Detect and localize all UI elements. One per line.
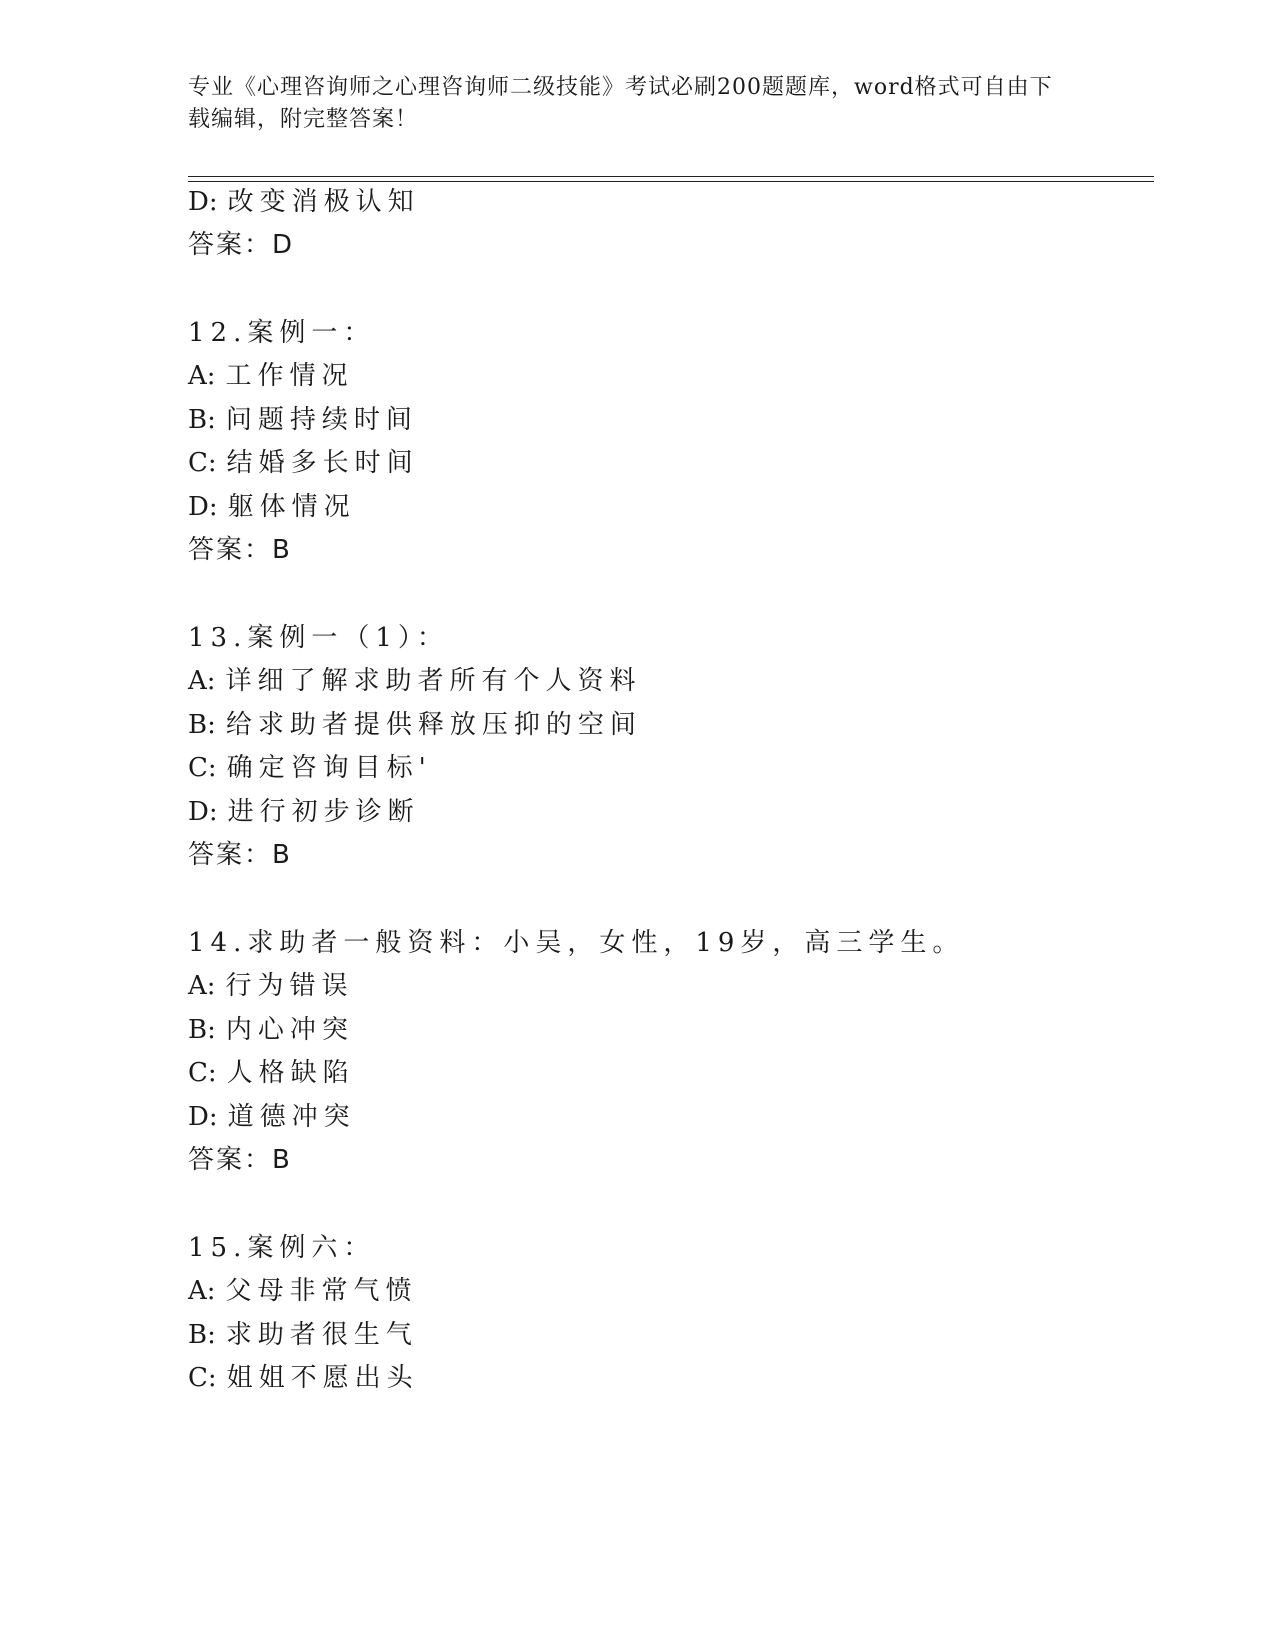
option-text: 求助者很生气 xyxy=(225,1320,418,1350)
option-line xyxy=(188,1101,356,1133)
option-label: A: xyxy=(188,971,216,1001)
option-label: A: xyxy=(188,666,216,696)
option-line xyxy=(188,1057,355,1089)
option-label: D: xyxy=(188,492,218,522)
option-line xyxy=(188,1275,418,1307)
answer-label: 答案： xyxy=(188,840,273,870)
document-header: 专业《心理咨询师之心理咨询师二级技能》考试必刷200题题库，word格式可自由下载编辑，附完整答案！ xyxy=(188,75,1053,132)
option-text: 工作情况 xyxy=(225,361,354,391)
option-text: 行为错误 xyxy=(225,971,354,1001)
option-text: 确定咨询目标' xyxy=(226,753,432,783)
option-line xyxy=(188,186,420,218)
option-label: B: xyxy=(188,1015,216,1045)
option-line xyxy=(188,1319,418,1351)
option-label: C: xyxy=(188,1058,217,1088)
option-text: 结婚多长时间 xyxy=(226,448,419,478)
answer-value: B xyxy=(272,535,290,565)
option-label: C: xyxy=(188,753,217,783)
option-line xyxy=(188,709,642,741)
option-label: D: xyxy=(188,187,218,217)
option-text: 进行初步诊断 xyxy=(227,797,420,827)
answer-line xyxy=(188,534,290,566)
option-label: A: xyxy=(188,361,216,391)
answer-value: B xyxy=(272,840,290,870)
option-text: 给求助者提供释放压抑的空间 xyxy=(225,710,642,740)
option-text: 躯体情况 xyxy=(227,492,356,522)
option-text: 详细了解求助者所有个人资料 xyxy=(225,666,642,696)
answer-line xyxy=(188,839,290,871)
option-text: 内心冲突 xyxy=(225,1015,354,1045)
question-stem: 12.案例一： xyxy=(188,318,376,348)
option-label: D: xyxy=(188,1102,218,1132)
option-line xyxy=(188,1362,419,1394)
question-stem: 13.案例一（1）： xyxy=(188,623,449,653)
option-label: B: xyxy=(188,1320,216,1350)
option-line xyxy=(188,665,642,697)
option-line xyxy=(188,491,356,523)
option-label: A: xyxy=(188,1276,216,1306)
answer-label: 答案： xyxy=(188,230,273,260)
option-label: C: xyxy=(188,448,217,478)
answer-label: 答案： xyxy=(188,1145,273,1175)
header-divider-bottom xyxy=(188,181,1154,182)
option-line xyxy=(188,447,419,479)
option-line xyxy=(188,796,420,828)
option-line xyxy=(188,1014,354,1046)
option-text: 父母非常气愤 xyxy=(225,1276,418,1306)
option-text: 人格缺陷 xyxy=(226,1058,355,1088)
option-text: 姐姐不愿出头 xyxy=(226,1363,419,1393)
answer-line xyxy=(188,1144,290,1176)
option-text: 问题持续时间 xyxy=(225,405,418,435)
option-text: 改变消极认知 xyxy=(227,187,420,217)
option-line xyxy=(188,970,354,1002)
option-line xyxy=(188,404,418,436)
answer-label: 答案： xyxy=(188,535,273,565)
answer-line xyxy=(188,229,292,261)
option-label: C: xyxy=(188,1363,217,1393)
header-divider-top xyxy=(188,176,1154,177)
option-line xyxy=(188,360,354,392)
option-line xyxy=(188,752,432,784)
question-stem: 15.案例六： xyxy=(188,1233,376,1263)
option-label: B: xyxy=(188,405,216,435)
option-label: B: xyxy=(188,710,216,740)
answer-value: B xyxy=(272,1145,290,1175)
option-text: 道德冲突 xyxy=(227,1102,356,1132)
option-label: D: xyxy=(188,797,218,827)
answer-value: D xyxy=(272,230,293,260)
question-stem: 14.求助者一般资料：小吴，女性，19岁，高三学生。 xyxy=(188,928,965,958)
